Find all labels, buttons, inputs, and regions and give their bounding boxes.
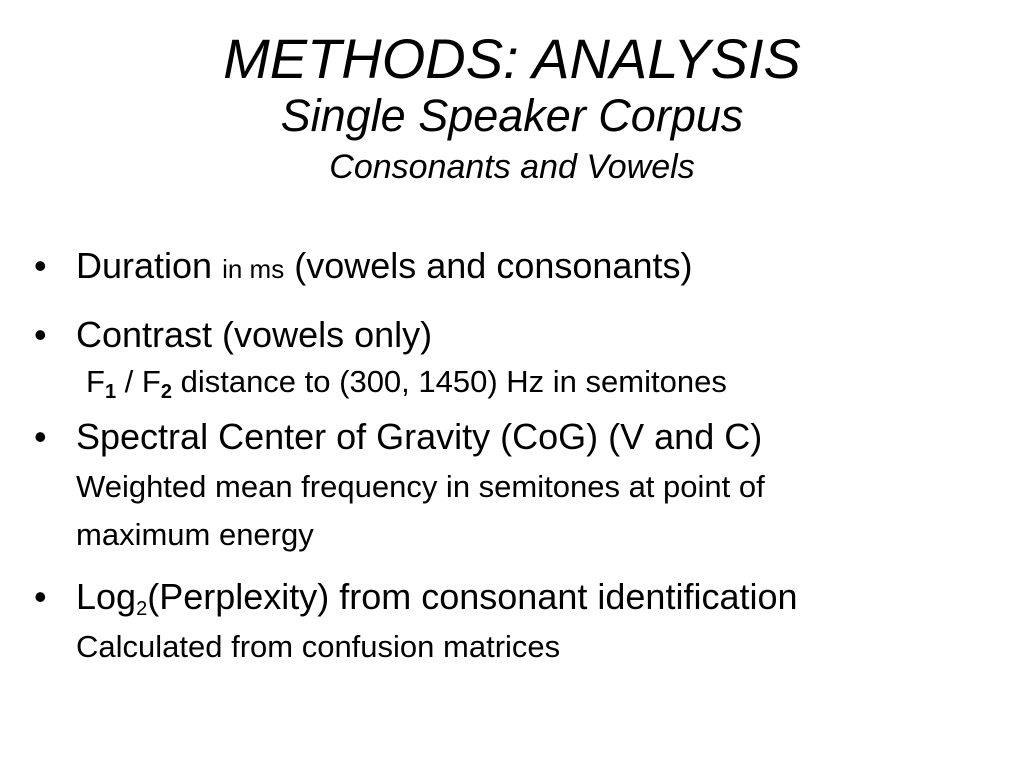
title-block bbox=[0, 28, 1024, 188]
bullet-marker: • bbox=[34, 416, 47, 457]
bullet-marker: • bbox=[34, 576, 47, 617]
bullet-text-unit: in ms bbox=[222, 254, 285, 284]
bullet-marker: • bbox=[34, 314, 47, 355]
bullet-text: Spectral Center of Gravity (CoG) (V and C) bbox=[76, 416, 763, 457]
bullet-text: Log$_2$(Perplexity) from consonant identification bbox=[76, 576, 798, 620]
bullet-text-part: Duration bbox=[76, 245, 213, 286]
bullet-item-cog bbox=[34, 411, 1004, 559]
bullet-item-perplexity bbox=[34, 571, 1004, 671]
bullet-item-contrast bbox=[34, 309, 1004, 401]
slide-subtitle: Single Speaker Corpus bbox=[280, 90, 744, 141]
bullet-list bbox=[34, 240, 1004, 671]
bullet-note: Calculated from confusion matrices bbox=[76, 629, 561, 664]
slide-subtitle-secondary: Consonants and Vowels bbox=[329, 148, 695, 186]
slide-title: METHODS: ANALYSIS bbox=[223, 27, 801, 90]
bullet-note-line: Weighted mean frequency in semitones at point of bbox=[76, 469, 765, 504]
bullet-note-line: maximum energy bbox=[76, 517, 314, 552]
bullet-text bbox=[76, 240, 1004, 295]
bullet-text-part: (vowels and consonants) bbox=[294, 245, 693, 286]
bullet-text: Contrast (vowels only) bbox=[76, 314, 433, 355]
bullet-item-duration bbox=[34, 240, 1004, 295]
bullet-marker: • bbox=[34, 245, 47, 286]
bullet-note: $F_1 / F_2$ distance to (300, 1450) Hz in semitones bbox=[86, 364, 727, 403]
